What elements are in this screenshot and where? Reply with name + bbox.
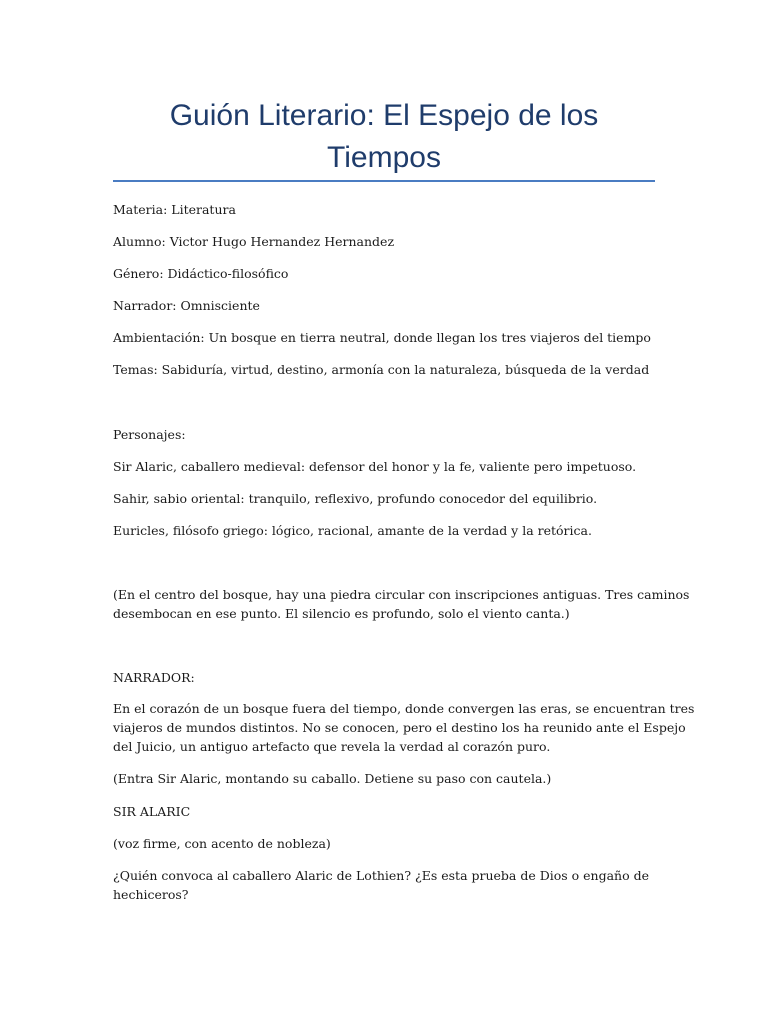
personaje-item: Sahir, sabio oriental: tranquilo, reflexivo, profundo conocedor del equilibrio.	[113, 491, 598, 506]
narrador-line-3: del Juicio, un antiguo artefacto que revela la verdad al corazón puro.	[113, 739, 551, 754]
narrador-line-1: En el corazón de un bosque fuera del tiempo, donde convergen las eras, se encuentran tres	[113, 701, 695, 716]
alaric-parenthetical: (voz firme, con acento de nobleza)	[113, 836, 331, 851]
title-line-2: Tiempos	[327, 141, 441, 174]
meta-materia: Materia: Literatura	[113, 202, 236, 217]
narrador-line-2: viajeros de mundos distintos. No se conocen, pero el destino los ha reunido ante el Espejo	[113, 720, 686, 735]
stage-direction-1-line-1: (En el centro del bosque, hay una piedra circular con inscripciones antiguas. Tres caminos	[113, 587, 690, 602]
stage-direction-2: (Entra Sir Alaric, montando su caballo. Detiene su paso con cautela.)	[113, 771, 552, 786]
meta-narrador: Narrador: Omnisciente	[113, 298, 260, 313]
meta-genero: Género: Didáctico-filosófico	[113, 266, 289, 281]
alaric-line-2: hechiceros?	[113, 887, 189, 902]
alaric-line-1: ¿Quién convoca al caballero Alaric de Lothien? ¿Es esta prueba de Dios o engaño de	[113, 868, 650, 883]
personaje-item: Euricles, filósofo griego: lógico, racional, amante de la verdad y la retórica.	[113, 523, 592, 538]
personajes-heading: Personajes:	[113, 427, 186, 442]
stage-direction-1-line-2: desembocan en ese punto. El silencio es profundo, solo el viento canta.)	[113, 606, 570, 621]
speaker-narrador: NARRADOR:	[113, 670, 195, 685]
title-underline	[113, 180, 655, 182]
personaje-item: Sir Alaric, caballero medieval: defensor del honor y la fe, valiente pero impetuoso.	[113, 459, 637, 474]
title-line-1: Guión Literario: El Espejo de los	[169, 99, 599, 132]
meta-temas: Temas: Sabiduría, virtud, destino, armonía con la naturaleza, búsqueda de la verdad	[113, 362, 650, 377]
document-title	[113, 95, 655, 179]
meta-alumno: Alumno: Victor Hugo Hernandez Hernandez	[113, 234, 395, 249]
speaker-alaric: SIR ALARIC	[113, 804, 191, 819]
meta-ambientacion: Ambientación: Un bosque en tierra neutral, donde llegan los tres viajeros del tiempo	[113, 330, 651, 345]
